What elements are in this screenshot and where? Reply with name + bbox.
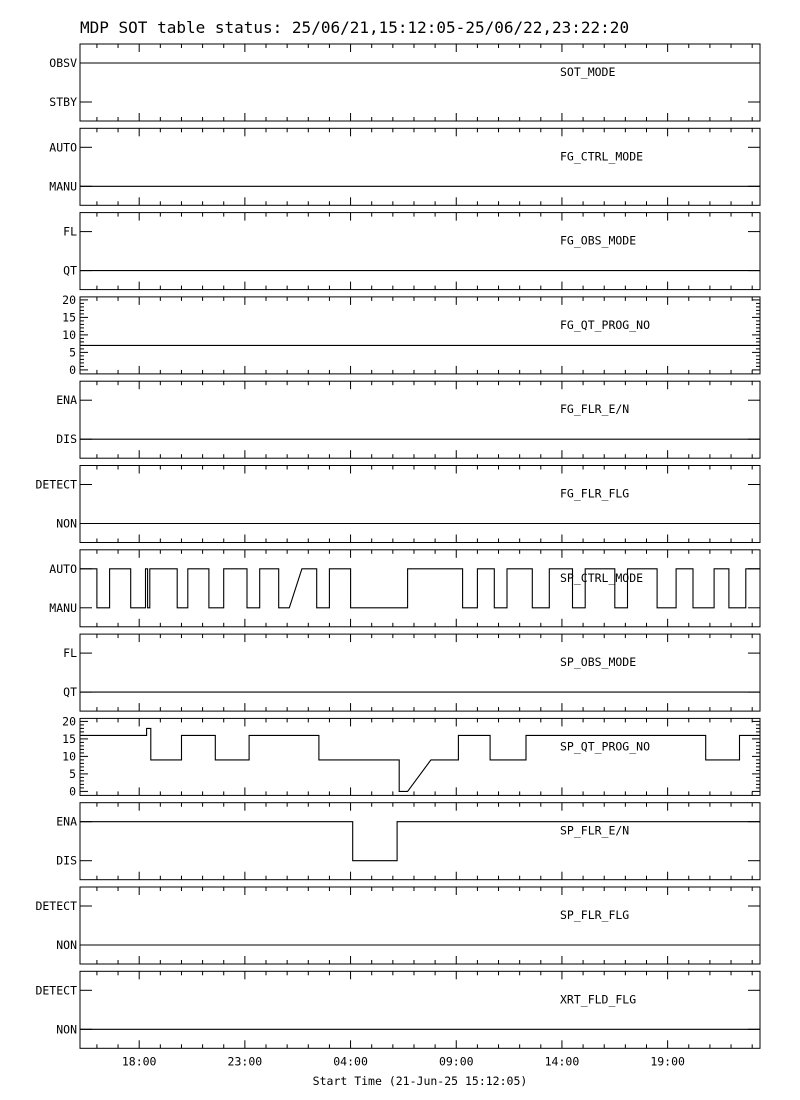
panel-frame-sp-flr-e-n <box>80 803 760 880</box>
x-tick-label: 19:00 <box>650 1054 685 1069</box>
panel-label-sp-obs-mode: SP_OBS_MODE <box>560 655 637 670</box>
y-tick-label: QT <box>63 263 77 278</box>
panel-label-sot-mode: SOT_MODE <box>560 65 616 79</box>
panel-label-xrt-fld-flg: XRT_FLD_FLG <box>560 992 637 1007</box>
y-tick-label: FL <box>63 646 77 661</box>
panel-label-fg-flr-flg: FG_FLR_FLG <box>560 486 630 501</box>
y-tick-label: NON <box>56 1022 77 1037</box>
x-tick-label: 23:00 <box>227 1054 263 1069</box>
panel-frame-fg-ctrl-mode <box>80 128 760 205</box>
x-tick-label: 14:00 <box>544 1054 580 1069</box>
x-tick-label: 18:00 <box>121 1054 157 1069</box>
panel-frame-xrt-fld-flg <box>80 971 760 1048</box>
y-tick-label: 15 <box>62 310 76 325</box>
y-tick-label: STBY <box>49 95 77 109</box>
panel-label-fg-obs-mode: FG_OBS_MODE <box>560 233 637 248</box>
x-tick-label: 04:00 <box>333 1054 368 1069</box>
y-tick-label: DIS <box>56 853 77 868</box>
panel-label-sp-flr-e-n: SP_FLR_E/N <box>560 823 630 838</box>
panel-label-fg-ctrl-mode: FG_CTRL_MODE <box>560 149 644 164</box>
y-tick-label: 0 <box>69 784 76 799</box>
panel-frame-fg-flr-flg <box>80 466 760 543</box>
y-tick-label: 20 <box>62 292 76 307</box>
y-tick-label: NON <box>56 516 77 531</box>
panel-frame-sp-obs-mode <box>80 634 760 711</box>
y-tick-label: 0 <box>69 362 76 377</box>
y-tick-label: DIS <box>56 432 77 447</box>
y-tick-label: ENA <box>56 814 77 829</box>
y-tick-label: 5 <box>69 345 76 360</box>
series-line-sp-qt-prog-no <box>80 728 760 791</box>
y-tick-label: 10 <box>62 749 76 764</box>
y-tick-label: DETECT <box>35 983 77 998</box>
x-tick-label: 09:00 <box>438 1054 474 1069</box>
y-tick-label: AUTO <box>49 140 77 155</box>
y-tick-label: 15 <box>62 731 76 746</box>
y-tick-label: ENA <box>56 393 77 408</box>
y-tick-label: 5 <box>69 766 76 781</box>
y-tick-label: 20 <box>62 714 76 729</box>
panel-frame-sot-mode <box>80 44 760 121</box>
y-tick-label: NON <box>56 938 77 952</box>
series-line-sp-ctrl-mode <box>80 569 760 608</box>
panel-frame-fg-obs-mode <box>80 213 760 290</box>
panel-label-sp-ctrl-mode: SP_CTRL_MODE <box>560 570 644 585</box>
y-tick-label: OBSV <box>49 56 77 70</box>
y-tick-label: QT <box>63 685 77 700</box>
y-tick-label: DETECT <box>35 899 77 913</box>
y-tick-label: AUTO <box>49 561 77 576</box>
panel-label-fg-qt-prog-no: FG_QT_PROG_NO <box>560 317 651 332</box>
panel-label-sp-flr-flg: SP_FLR_FLG <box>560 908 630 922</box>
panel-frame-fg-flr-e-n <box>80 381 760 458</box>
y-tick-label: FL <box>63 224 77 239</box>
panel-frame-sp-flr-flg <box>80 887 760 964</box>
y-tick-label: MANU <box>49 179 77 194</box>
y-tick-label: MANU <box>49 600 77 615</box>
panel-label-sp-qt-prog-no: SP_QT_PROG_NO <box>560 739 651 754</box>
panel-frame-sp-ctrl-mode <box>80 550 760 627</box>
panel-label-fg-flr-e-n: FG_FLR_E/N <box>560 402 630 417</box>
panel-frame-fg-qt-prog-no <box>80 297 760 374</box>
x-axis-label: Start Time (21-Jun-25 15:12:05) <box>312 1074 528 1088</box>
chart-title: MDP SOT table status: 25/06/21,15:12:05-25/06/22,23:22:20 <box>80 18 630 37</box>
series-line-sp-flr-e-n <box>80 822 760 861</box>
y-tick-label: DETECT <box>35 477 77 492</box>
y-tick-label: 10 <box>62 327 76 342</box>
